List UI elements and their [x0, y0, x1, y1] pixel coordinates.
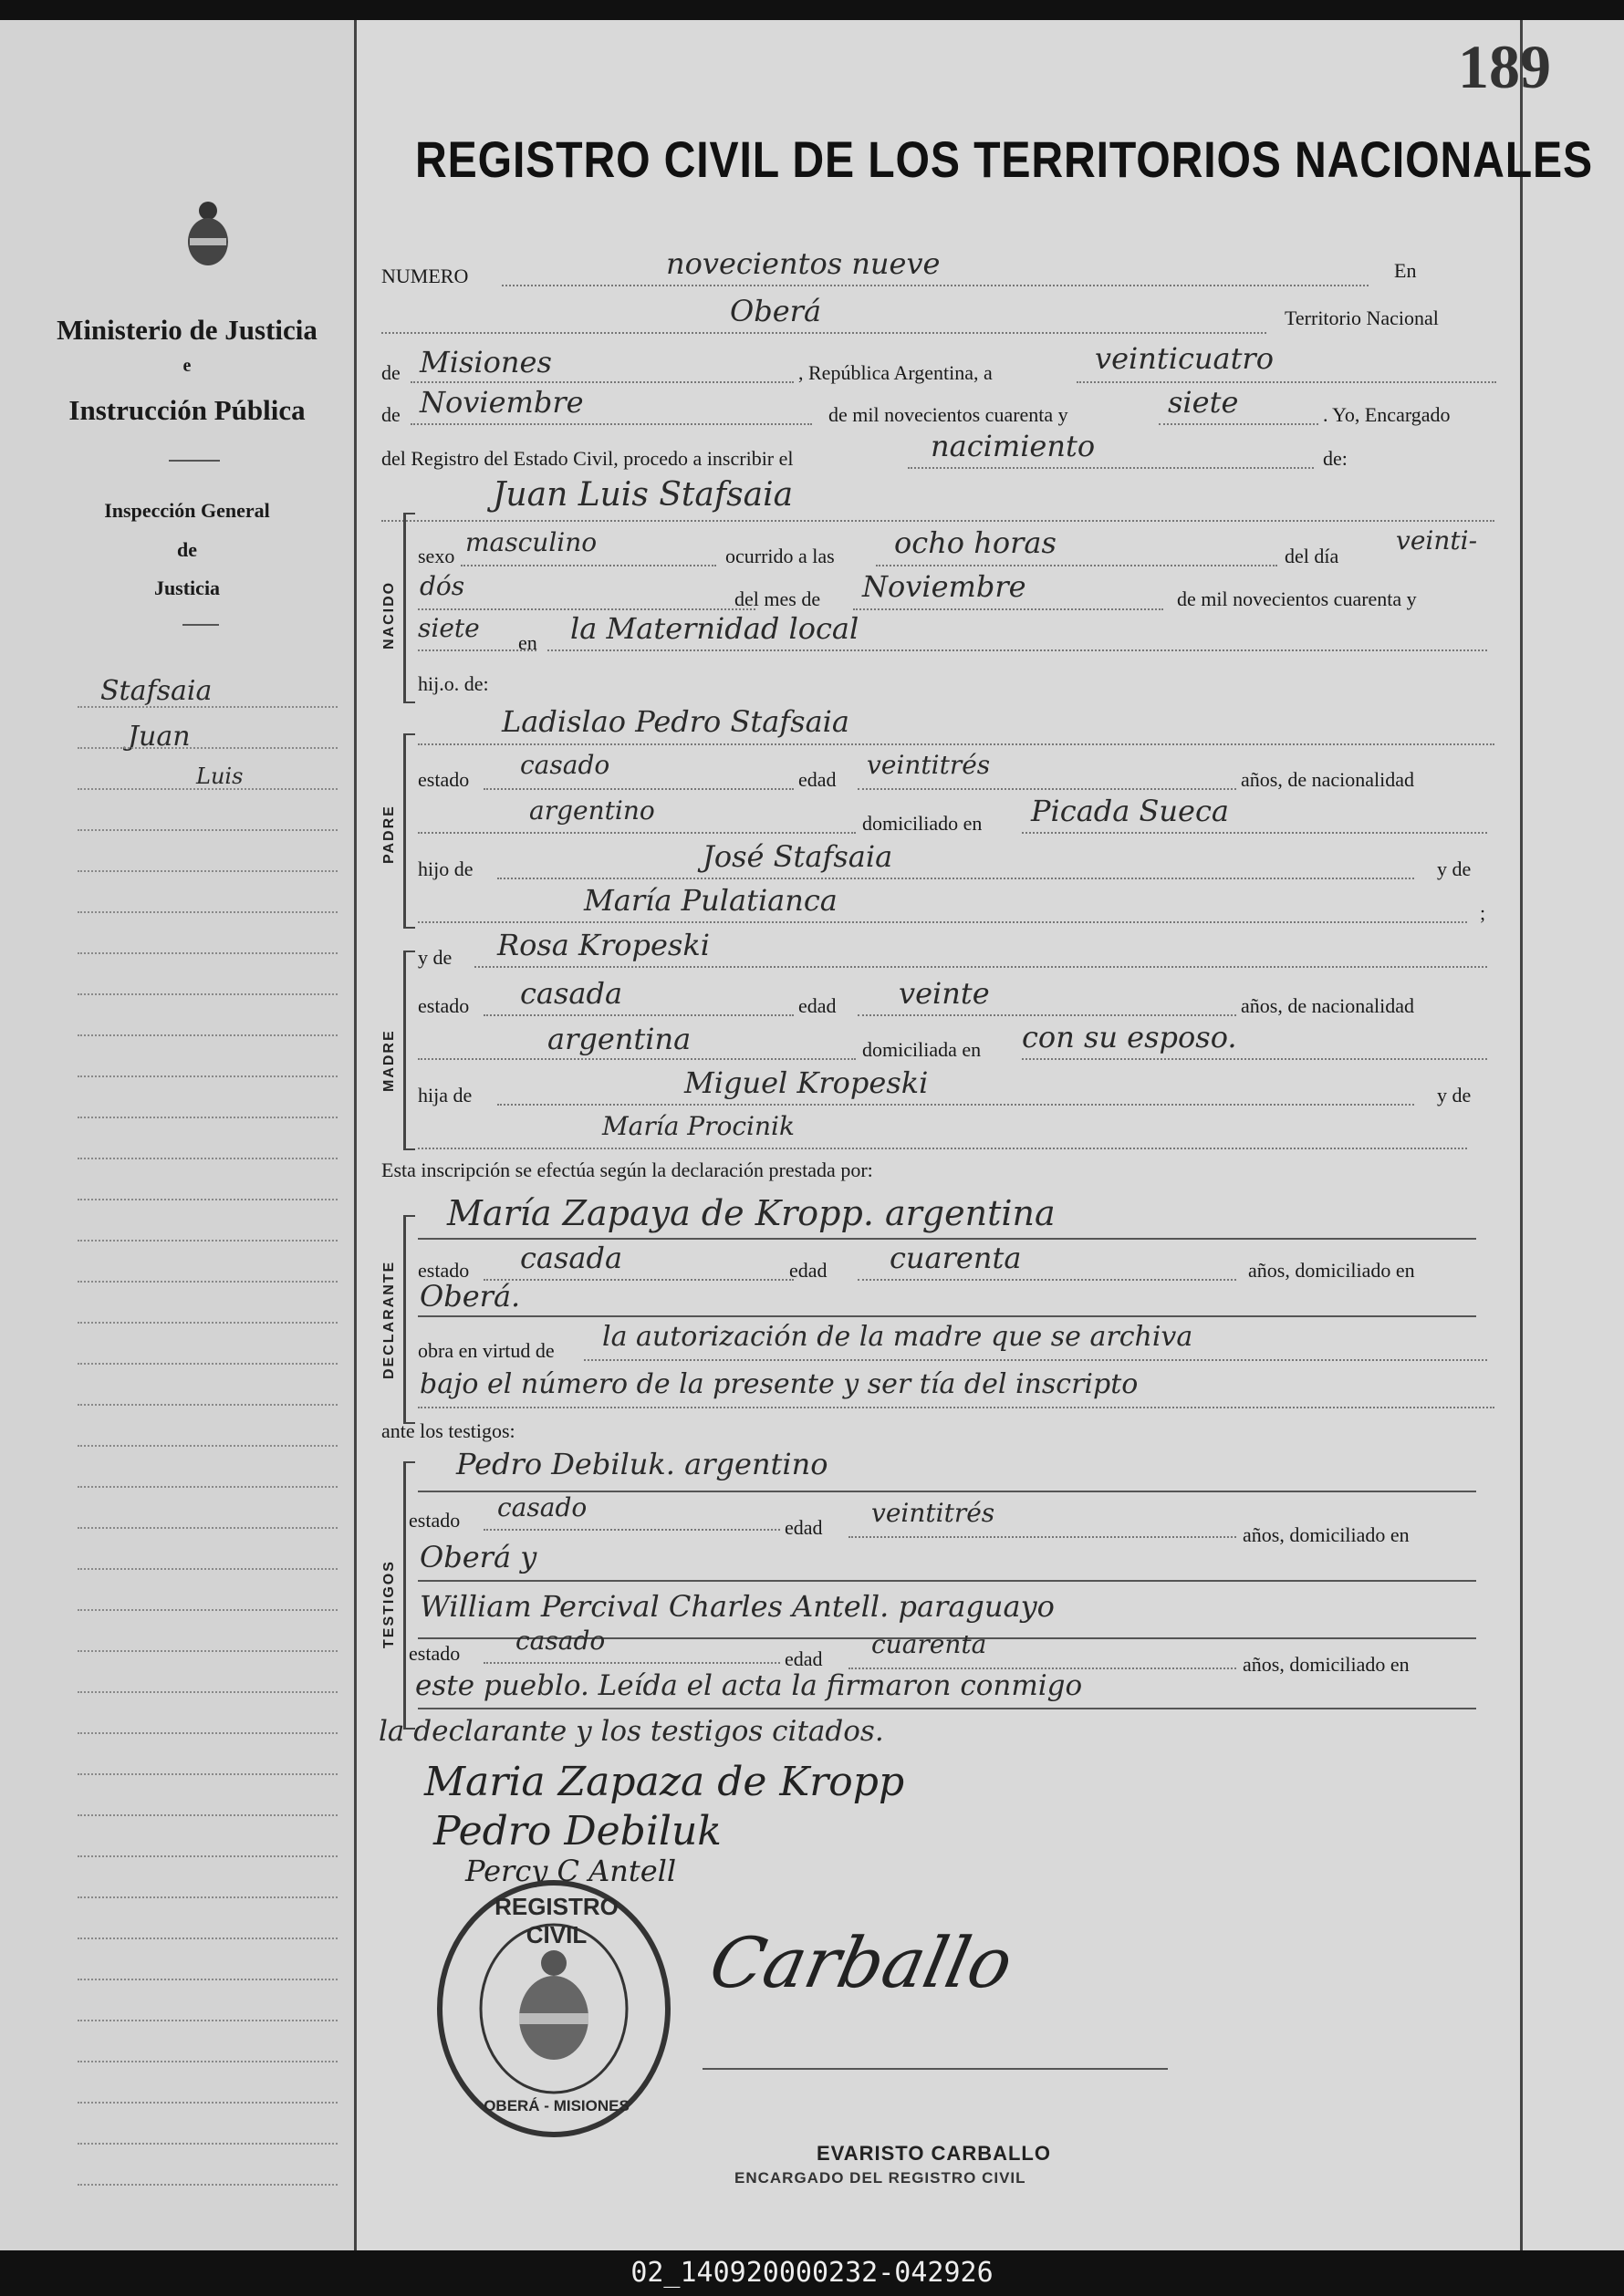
padre-domicilio-label: domiciliado en — [862, 812, 983, 835]
ministry-line-1: Ministerio de Justicia — [57, 314, 318, 346]
margin-note-surname: Stafsaia — [100, 675, 213, 707]
nacido-bracket — [403, 513, 415, 703]
coat-of-arms-icon — [182, 198, 234, 267]
padre-nacionalidad-value: argentino — [529, 795, 655, 826]
margin-rule-line — [78, 1486, 338, 1488]
officer-role: ENCARGADO DEL REGISTRO CIVIL — [734, 2169, 1026, 2187]
margin-rule-line — [78, 747, 338, 749]
declarante-estado-value: casada — [520, 1241, 623, 1275]
stamp-bottom-text: OBERÁ - MISIONES — [484, 2097, 630, 2114]
birth-place-value: la Maternidad local — [570, 611, 859, 646]
padre-y-de-label: y de — [1437, 857, 1472, 880]
padre-edad-label: edad — [798, 768, 837, 791]
padre-semicolon: ; — [1480, 901, 1486, 924]
officer-name: EVARISTO CARBALLO — [817, 2142, 1051, 2165]
t2-domicilio-label: años, domiciliado en — [1243, 1653, 1410, 1676]
month-value: Noviembre — [420, 385, 584, 420]
hij-label: hij.o. de: — [418, 672, 489, 695]
margin-rule-line — [78, 952, 338, 954]
sexo-label: sexo — [418, 545, 455, 567]
yo-label: . Yo, Encargado — [1323, 403, 1451, 426]
madre-mother-name: María Procinik — [602, 1111, 795, 1141]
de-label: de — [381, 361, 401, 384]
left-margin-column — [0, 20, 356, 2250]
margin-note-second-name: Luis — [196, 764, 244, 789]
margin-rule-line — [78, 1568, 338, 1570]
declarante-edad-label: edad — [789, 1259, 828, 1282]
year-line — [1159, 423, 1318, 425]
madre-edad-label: edad — [798, 994, 837, 1017]
obra-label: obra en virtud de — [418, 1339, 555, 1362]
place-line — [381, 332, 1266, 334]
margin-rule-line — [78, 1281, 338, 1283]
margin-rule-line — [78, 1814, 338, 1816]
t1-domicilio-line — [418, 1580, 1476, 1582]
numero-label: NUMERO — [381, 265, 469, 287]
page-edge-line — [1520, 20, 1523, 2250]
t1-domicilio-label: años, domiciliado en — [1243, 1523, 1410, 1546]
madre-nacionalidad-label: años, de nacionalidad — [1241, 994, 1414, 1017]
inspection-divider — [182, 624, 219, 626]
margin-rule-line — [78, 2020, 338, 2021]
image-code-bar: 02_140920000232-042926 — [0, 2250, 1624, 2296]
madre-name-line — [474, 966, 1487, 968]
t1-edad-label: edad — [785, 1516, 823, 1539]
margin-rule-line — [78, 870, 338, 872]
act-type-line — [908, 467, 1314, 469]
declarante-estado-label: estado — [418, 1259, 470, 1282]
padre-domicilio-value: Picada Sueca — [1031, 794, 1229, 828]
t2-edad-value: cuarenta — [871, 1629, 987, 1659]
madre-nacionalidad-line — [418, 1058, 856, 1060]
padre-father-line — [497, 878, 1414, 879]
margin-rule-line — [78, 1896, 338, 1898]
del-dia-label: del día — [1285, 545, 1339, 567]
madre-edad-value: veinte — [899, 976, 990, 1011]
hija-de-label: hija de — [418, 1084, 473, 1106]
registered-name: Juan Luis Stafsaia — [493, 476, 794, 514]
birth-year-value: siete — [418, 613, 480, 643]
document-title: REGISTRO CIVIL DE LOS TERRITORIOS NACIONALES — [415, 130, 1594, 188]
civil-registry-stamp — [433, 1876, 675, 2141]
margin-rule-line — [78, 1117, 338, 1118]
margin-rule-line — [78, 1732, 338, 1734]
t1-edad-value: veintitrés — [871, 1498, 995, 1528]
t2-estado-line — [484, 1662, 780, 1664]
madre-domicilio-label: domiciliada en — [862, 1038, 982, 1061]
ministry-line-2: e — [182, 356, 192, 376]
margin-rule-line — [78, 2184, 338, 2186]
territory-value: Misiones — [420, 345, 552, 379]
year-value: siete — [1168, 385, 1239, 420]
padre-bracket — [403, 733, 415, 929]
inspection-line-2: de — [177, 538, 197, 561]
hour-line — [876, 565, 1277, 566]
act-type-value: nacimiento — [931, 429, 1096, 463]
madre-father-line — [497, 1104, 1414, 1106]
madre-y-de-label-2: y de — [1437, 1084, 1472, 1106]
declarante-domicilio-value: Oberá. — [420, 1279, 521, 1314]
father-name-line — [418, 743, 1494, 745]
margin-rule-line — [78, 1855, 338, 1857]
document-page — [0, 20, 1624, 2250]
numero-value: novecientos nueve — [666, 246, 941, 281]
madre-estado-label: estado — [418, 994, 470, 1017]
madre-estado-value: casada — [520, 976, 623, 1011]
t1-domicilio-value: Oberá y — [420, 1540, 537, 1574]
margin-rule-line — [78, 1650, 338, 1652]
name-line — [381, 520, 1494, 522]
madre-name: Rosa Kropeski — [497, 928, 710, 962]
day-cont-line — [418, 608, 755, 610]
ministry-divider — [169, 460, 220, 462]
madre-estado-line — [484, 1014, 794, 1016]
de-label-2: de — [381, 403, 401, 426]
birth-month-line — [853, 608, 1163, 610]
t1-name: Pedro Debiluk. argentino — [456, 1447, 828, 1481]
padre-mother-name: María Pulatianca — [584, 883, 838, 918]
margin-rule-line — [78, 1609, 338, 1611]
territory-line — [411, 381, 794, 383]
obra-value-2: bajo el número de la presente y ser tía del inscripto — [420, 1368, 1139, 1400]
margin-rule-line — [78, 1034, 338, 1036]
madre-mother-line — [418, 1148, 1467, 1149]
en-label: En — [1394, 259, 1417, 282]
padre-nacionalidad-label: años, de nacionalidad — [1241, 768, 1414, 791]
margin-rule-line — [78, 1199, 338, 1200]
margin-rule-line — [78, 1938, 338, 1939]
obra-line-2 — [418, 1407, 1494, 1408]
margin-rule-line — [78, 2143, 338, 2145]
sexo-value: masculino — [465, 527, 598, 557]
inspection-line-1: Inspección General — [104, 499, 270, 522]
margin-rule-line — [78, 1075, 338, 1077]
republica-label: , República Argentina, a — [798, 361, 993, 384]
t1-estado-value: casado — [497, 1492, 588, 1522]
birth-month-value: Noviembre — [862, 569, 1026, 604]
signature-official: Carballo — [703, 1922, 1020, 2003]
numero-line — [502, 285, 1369, 286]
declarante-name-line — [418, 1238, 1476, 1240]
sexo-line — [461, 565, 716, 566]
padre-mother-line — [418, 921, 1467, 923]
margin-rule-line — [78, 2102, 338, 2104]
margin-rule-line — [78, 1979, 338, 1980]
madre-y-de-label: y de — [418, 946, 453, 969]
padre-domicilio-line — [1022, 832, 1487, 834]
birth-year-label: de mil novecientos cuarenta y — [1177, 587, 1417, 610]
t2-edad-label: edad — [785, 1647, 823, 1670]
padre-nacionalidad-line — [418, 832, 856, 834]
declarante-edad-value: cuarenta — [890, 1241, 1022, 1275]
declarante-domicilio-line — [418, 1315, 1476, 1317]
margin-rule-line — [78, 1445, 338, 1447]
closing-text: la declarante y los testigos citados. — [379, 1715, 884, 1748]
padre-side-label: PADRE — [381, 805, 397, 864]
declarante-name: María Zapaya de Kropp. argentina — [447, 1193, 1056, 1233]
t2-domicilio-line — [418, 1708, 1476, 1709]
padre-edad-line — [858, 788, 1236, 790]
day-of-birth-cont: dós — [420, 571, 465, 601]
de-label-3: de: — [1323, 447, 1348, 470]
ministry-line-3: Instrucción Pública — [68, 394, 306, 426]
padre-estado-value: casado — [520, 750, 610, 780]
margin-rule-line — [78, 2061, 338, 2062]
margin-rule-line — [78, 1404, 338, 1406]
margin-rule-line — [78, 1527, 338, 1529]
year-label: de mil novecientos cuarenta y — [828, 403, 1068, 426]
father-name: Ladislao Pedro Stafsaia — [502, 704, 849, 739]
margin-divider — [354, 20, 357, 2250]
margin-rule-line — [78, 829, 338, 831]
madre-side-label: MADRE — [381, 1029, 397, 1092]
t2-name: William Percival Charles Antell. paraguayo — [420, 1589, 1055, 1624]
ocurrido-label: ocurrido a las — [725, 545, 835, 567]
birth-place-line — [547, 649, 1487, 651]
padre-estado-line — [484, 788, 794, 790]
declarante-bracket — [403, 1215, 415, 1424]
place-value: Oberá — [730, 294, 822, 328]
madre-father-name: Miguel Kropeski — [684, 1065, 929, 1100]
nacido-side-label: NACIDO — [381, 580, 397, 649]
day-line — [1077, 381, 1496, 383]
testigos-side-label: TESTIGOS — [381, 1560, 397, 1648]
territorio-label: Territorio Nacional — [1285, 306, 1439, 329]
t1-edad-line — [848, 1536, 1236, 1538]
madre-domicilio-line — [1022, 1058, 1487, 1060]
margin-rule-line — [78, 706, 338, 708]
testigos-label: ante los testigos: — [381, 1419, 515, 1442]
t2-estado-label: estado — [409, 1642, 461, 1665]
signature-witness-1: Pedro Debiluk — [433, 1808, 722, 1854]
hijo-de-label: hijo de — [418, 857, 474, 880]
signature-declarante: Maria Zapaza de Kropp — [424, 1759, 905, 1805]
obra-value: la autorización de la madre que se archiva — [602, 1321, 1193, 1353]
madre-nacionalidad-value: argentina — [547, 1022, 692, 1056]
mes-label: del mes de — [734, 587, 821, 610]
margin-rule-line — [78, 1240, 338, 1242]
sheet-number: 189 — [1458, 32, 1551, 101]
stamp-top-text: REGISTRO CIVIL — [494, 1893, 619, 1948]
declarante-edad-line — [858, 1279, 1236, 1281]
madre-edad-line — [858, 1014, 1236, 1016]
registro-label: del Registro del Estado Civil, procedo a inscribir el — [381, 447, 794, 470]
hour-value: ocho horas — [894, 525, 1057, 560]
day-value: veinticuatro — [1095, 341, 1274, 376]
t1-estado-line — [484, 1529, 780, 1531]
testigos-bracket — [403, 1461, 415, 1730]
official-signature-line — [703, 2068, 1168, 2070]
margin-rule-line — [78, 1363, 338, 1365]
padre-estado-label: estado — [418, 768, 470, 791]
margin-rule-line — [78, 911, 338, 913]
t2-estado-value: casado — [515, 1626, 606, 1656]
day-of-birth-value: veinti- — [1396, 525, 1478, 556]
t1-estado-label: estado — [409, 1509, 461, 1532]
declaracion-label: Esta inscripción se efectúa según la declaración prestada por: — [381, 1158, 873, 1181]
margin-rule-line — [78, 1158, 338, 1159]
t2-domicilio-value: este pueblo. Leída el acta la firmaron conmigo — [415, 1669, 1083, 1702]
obra-line — [584, 1359, 1487, 1361]
margin-rule-line — [78, 1322, 338, 1324]
margin-note-name: Juan — [128, 721, 191, 753]
signature-witness-2: Percy C Antell — [465, 1854, 677, 1888]
birth-en-label: en — [518, 631, 537, 654]
month-line — [411, 423, 812, 425]
margin-rule-line — [78, 1773, 338, 1775]
declarante-domicilio-label: años, domiciliado en — [1248, 1259, 1415, 1282]
declarante-side-label: DECLARANTE — [381, 1260, 397, 1379]
madre-domicilio-value: con su esposo. — [1022, 1020, 1237, 1054]
margin-rule-line — [78, 788, 338, 790]
madre-bracket — [403, 951, 415, 1150]
padre-edad-value: veintitrés — [867, 750, 991, 780]
padre-father-name: José Stafsaia — [703, 839, 893, 874]
declarante-estado-line — [484, 1279, 794, 1281]
margin-rule-line — [78, 993, 338, 995]
inspection-line-3: Justicia — [153, 577, 221, 599]
margin-rule-line — [78, 1691, 338, 1693]
